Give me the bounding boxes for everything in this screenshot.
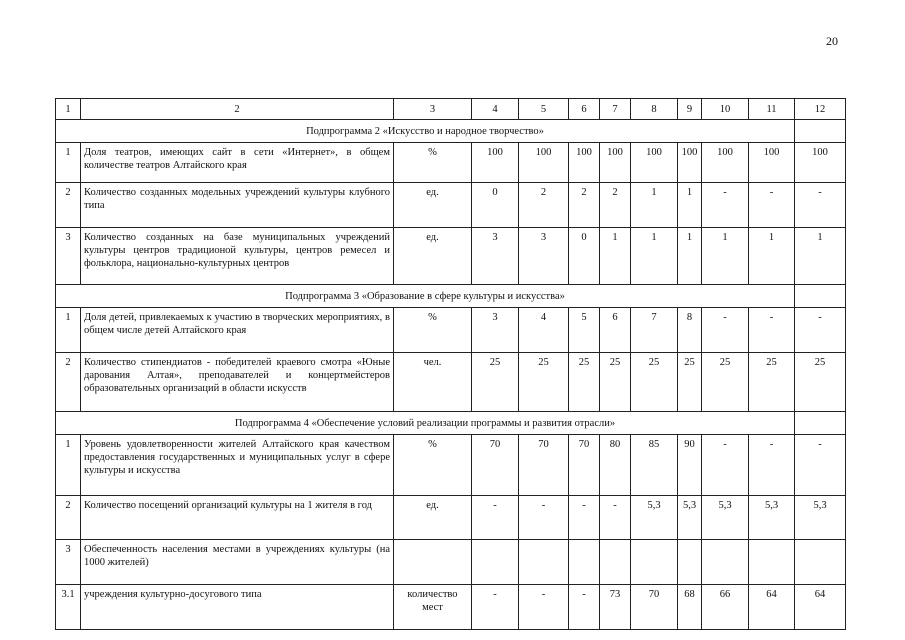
value-cell: 5,3 (678, 496, 702, 540)
row-number: 2 (56, 353, 81, 412)
value-cell: - (749, 183, 795, 228)
value-cell: 66 (702, 585, 749, 630)
column-header: 2 (81, 99, 394, 120)
value-cell: 64 (749, 585, 795, 630)
value-cell (600, 540, 631, 585)
section-row (56, 120, 846, 143)
value-cell (519, 540, 569, 585)
value-cell: 73 (600, 585, 631, 630)
value-cell: 25 (600, 353, 631, 412)
value-cell: 70 (569, 435, 600, 496)
value-cell: 2 (600, 183, 631, 228)
value-cell: 70 (519, 435, 569, 496)
unit-cell: % (394, 308, 472, 353)
value-cell: - (795, 435, 846, 496)
value-cell: 0 (472, 183, 519, 228)
value-cell: 100 (631, 143, 678, 183)
empty-cell (795, 285, 846, 308)
row-number: 1 (56, 143, 81, 183)
value-cell: 1 (702, 228, 749, 285)
value-cell: 25 (749, 353, 795, 412)
value-cell: 85 (631, 435, 678, 496)
row-number: 2 (56, 183, 81, 228)
value-cell: - (600, 496, 631, 540)
value-cell: 100 (678, 143, 702, 183)
value-cell: 100 (749, 143, 795, 183)
value-cell (569, 540, 600, 585)
value-cell: 1 (631, 228, 678, 285)
value-cell: 1 (678, 183, 702, 228)
column-header: 12 (795, 99, 846, 120)
value-cell: 100 (600, 143, 631, 183)
table-row (56, 228, 846, 285)
value-cell: 100 (519, 143, 569, 183)
value-cell: 3 (519, 228, 569, 285)
table-row (56, 585, 846, 630)
unit-cell: ед. (394, 228, 472, 285)
value-cell: 2 (569, 183, 600, 228)
indicator-name: Доля детей, привлекаемых к участию в творческих мероприятиях, в общем числе детей Алтайского края (81, 308, 394, 353)
value-cell: - (472, 496, 519, 540)
section-row (56, 412, 846, 435)
indicator-name: Количество созданных на базе муниципальных учреждений культуры центров традиционой культуры, центров ремесел и фольклора, национально-культурных центров (81, 228, 394, 285)
value-cell: 5 (569, 308, 600, 353)
column-header: 6 (569, 99, 600, 120)
column-header: 5 (519, 99, 569, 120)
unit-cell: количество мест (394, 585, 472, 630)
value-cell: 3 (472, 228, 519, 285)
value-cell: - (702, 183, 749, 228)
unit-cell: чел. (394, 353, 472, 412)
value-cell: - (569, 496, 600, 540)
value-cell: - (472, 585, 519, 630)
indicator-name: Количество созданных модельных учреждений культуры клубного типа (81, 183, 394, 228)
column-header: 1 (56, 99, 81, 120)
value-cell: 25 (569, 353, 600, 412)
value-cell: 80 (600, 435, 631, 496)
value-cell: 90 (678, 435, 702, 496)
value-cell: - (702, 308, 749, 353)
value-cell (702, 540, 749, 585)
page-number: 20 (826, 34, 838, 48)
indicators-table (55, 98, 846, 630)
value-cell: 1 (795, 228, 846, 285)
value-cell (749, 540, 795, 585)
indicator-name: учреждения культурно-досугового типа (81, 585, 394, 630)
value-cell: 25 (631, 353, 678, 412)
unit-cell: ед. (394, 183, 472, 228)
value-cell (472, 540, 519, 585)
value-cell: - (519, 585, 569, 630)
value-cell: 25 (678, 353, 702, 412)
header-row (56, 99, 846, 120)
column-header: 9 (678, 99, 702, 120)
value-cell: 2 (519, 183, 569, 228)
indicator-name: Уровень удовлетворенности жителей Алтайского края качеством предоставления государственных и муниципальных услуг в сфере культуры и искусства (81, 435, 394, 496)
column-header: 10 (702, 99, 749, 120)
row-number: 3 (56, 228, 81, 285)
value-cell: 1 (631, 183, 678, 228)
value-cell: 25 (519, 353, 569, 412)
value-cell: - (795, 308, 846, 353)
column-header: 4 (472, 99, 519, 120)
section-title: Подпрограмма 2 «Искусство и народное творчество» (56, 120, 795, 143)
row-number: 3.1 (56, 585, 81, 630)
value-cell: 5,3 (795, 496, 846, 540)
table-row (56, 143, 846, 183)
value-cell: 100 (702, 143, 749, 183)
unit-cell: ед. (394, 496, 472, 540)
table-row (56, 540, 846, 585)
value-cell: - (519, 496, 569, 540)
value-cell: 4 (519, 308, 569, 353)
unit-cell (394, 540, 472, 585)
value-cell: 100 (795, 143, 846, 183)
value-cell (795, 540, 846, 585)
value-cell: 1 (749, 228, 795, 285)
unit-cell: % (394, 143, 472, 183)
value-cell: 70 (472, 435, 519, 496)
value-cell: 100 (569, 143, 600, 183)
row-number: 1 (56, 308, 81, 353)
value-cell: 0 (569, 228, 600, 285)
value-cell (678, 540, 702, 585)
value-cell: 68 (678, 585, 702, 630)
value-cell (631, 540, 678, 585)
column-header: 7 (600, 99, 631, 120)
row-number: 2 (56, 496, 81, 540)
column-header: 8 (631, 99, 678, 120)
value-cell: 7 (631, 308, 678, 353)
section-title: Подпрограмма 4 «Обеспечение условий реализации программы и развития отрасли» (56, 412, 795, 435)
unit-cell: % (394, 435, 472, 496)
value-cell: - (569, 585, 600, 630)
value-cell: 70 (631, 585, 678, 630)
value-cell: - (749, 435, 795, 496)
value-cell: 100 (472, 143, 519, 183)
row-number: 3 (56, 540, 81, 585)
column-header: 11 (749, 99, 795, 120)
value-cell: - (795, 183, 846, 228)
value-cell: 25 (795, 353, 846, 412)
indicator-name: Доля театров, имеющих сайт в сети «Интернет», в общем количестве театров Алтайского края (81, 143, 394, 183)
table-row (56, 183, 846, 228)
value-cell: 5,3 (631, 496, 678, 540)
table-row (56, 435, 846, 496)
table-row (56, 353, 846, 412)
section-row (56, 285, 846, 308)
value-cell: 5,3 (702, 496, 749, 540)
value-cell: 6 (600, 308, 631, 353)
value-cell: - (702, 435, 749, 496)
value-cell: 64 (795, 585, 846, 630)
table-row (56, 308, 846, 353)
section-title: Подпрограмма 3 «Образование в сфере культуры и искусства» (56, 285, 795, 308)
table-row (56, 496, 846, 540)
indicator-name: Количество посещений организаций культуры на 1 жителя в год (81, 496, 394, 540)
value-cell: - (749, 308, 795, 353)
empty-cell (795, 412, 846, 435)
value-cell: 1 (600, 228, 631, 285)
indicator-name: Обеспеченность населения местами в учреждениях культуры (на 1000 жителей) (81, 540, 394, 585)
value-cell: 1 (678, 228, 702, 285)
value-cell: 5,3 (749, 496, 795, 540)
value-cell: 8 (678, 308, 702, 353)
value-cell: 25 (472, 353, 519, 412)
empty-cell (795, 120, 846, 143)
value-cell: 25 (702, 353, 749, 412)
value-cell: 3 (472, 308, 519, 353)
column-header: 3 (394, 99, 472, 120)
row-number: 1 (56, 435, 81, 496)
indicator-name: Количество стипендиатов - победителей краевого смотра «Юные дарования Алтая», преподавателей и концертмейстеров образовательных организаций в области искусств (81, 353, 394, 412)
